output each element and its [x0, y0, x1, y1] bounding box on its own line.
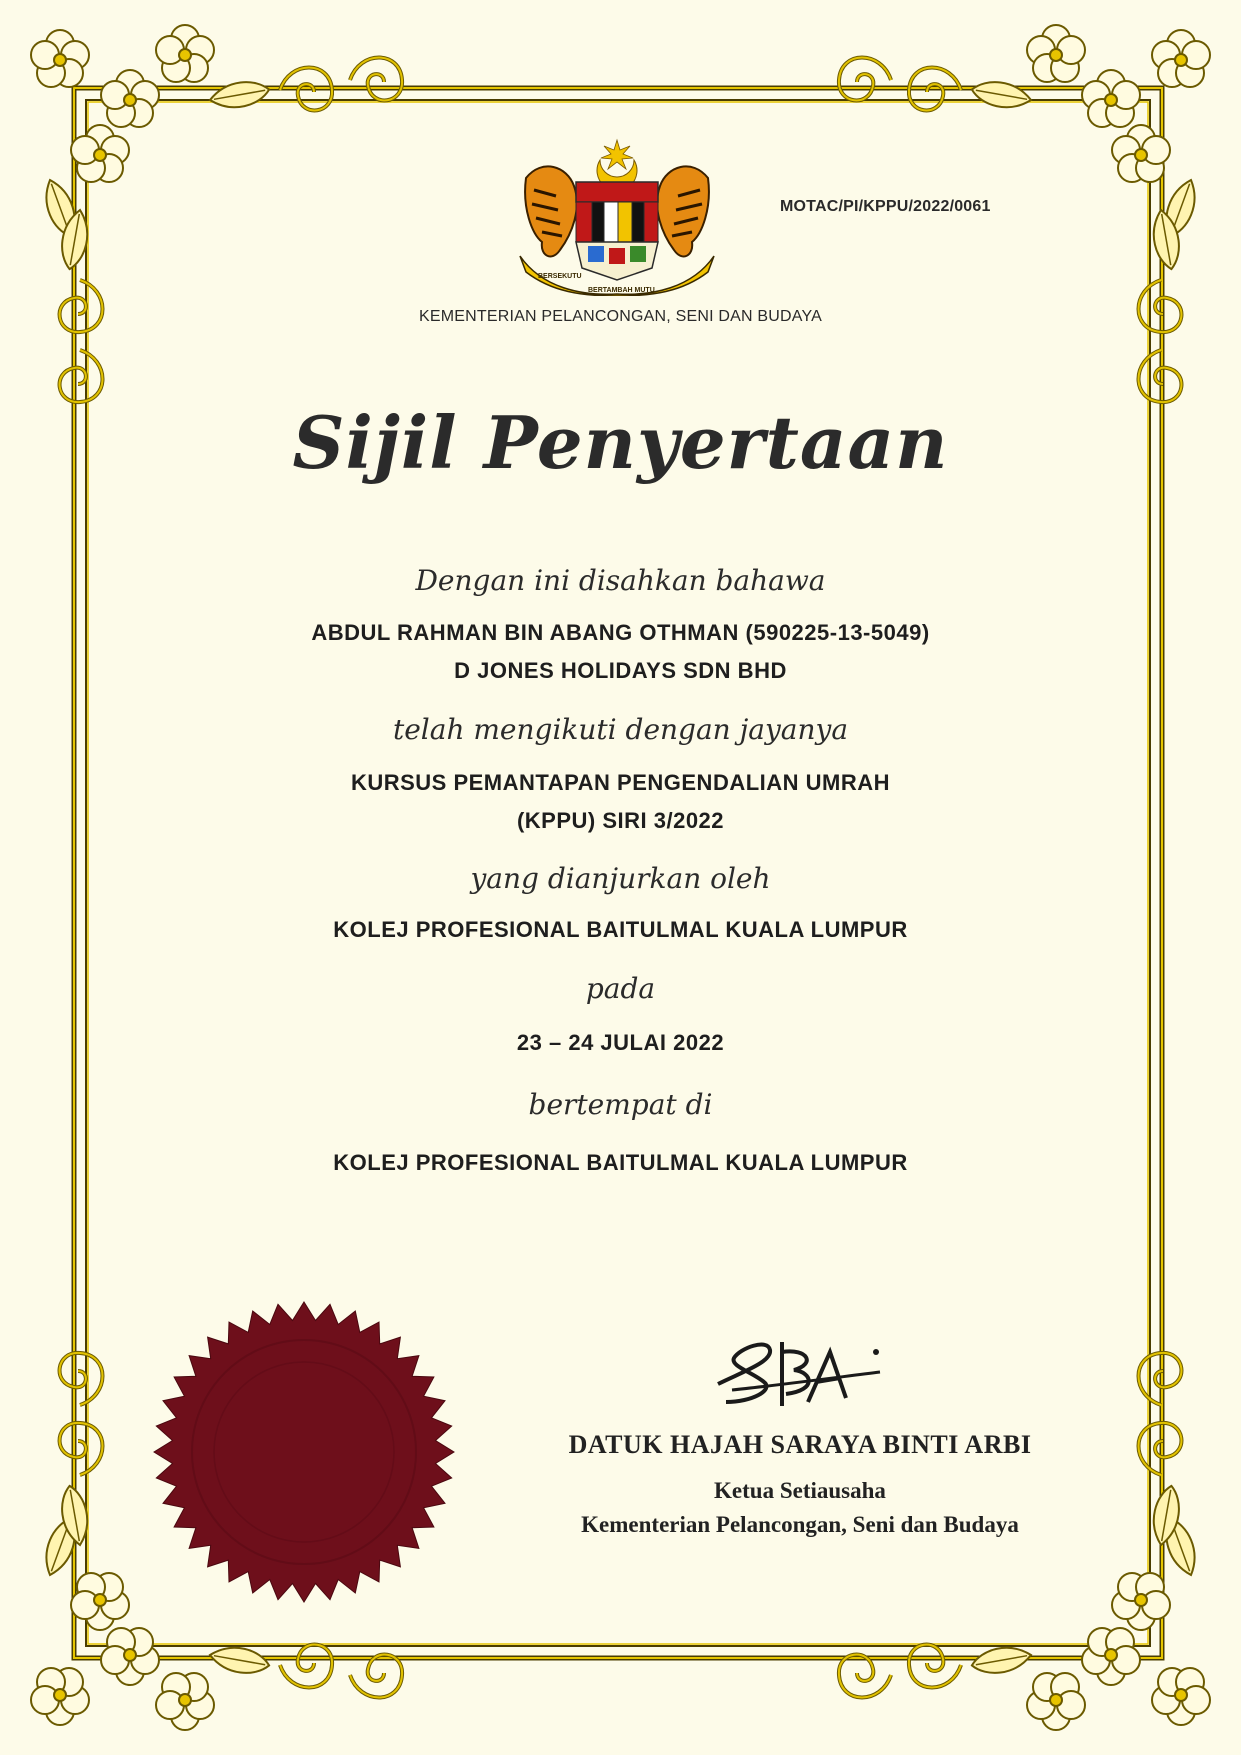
signatory-name: DATUK HAJAH SARAYA BINTI ARBI [568, 1430, 1032, 1459]
crest-motto-bottom: BERTAMBAH MUTU [588, 287, 655, 294]
venue-label-text: bertempat di [528, 1088, 713, 1121]
event-date: 23 – 24 JULAI 2022 [516, 1030, 725, 1055]
certificate-title: Sijil Penyertaan [292, 400, 949, 485]
on-text: pada [585, 972, 656, 1005]
signatory-position: Ketua Setiausaha [714, 1478, 886, 1503]
company-name: D JONES HOLIDAYS SDN BHD [454, 658, 787, 683]
venue-name: KOLEJ PROFESIONAL BAITULMAL KUALA LUMPUR [333, 1150, 908, 1175]
intro-text: Dengan ini disahkan bahawa [415, 564, 826, 597]
signature-mark-icon [712, 1332, 892, 1412]
organized-by-text: yang dianjurkan oleh [470, 862, 771, 895]
red-seal-icon [152, 1300, 456, 1604]
organizer-name: KOLEJ PROFESIONAL BAITULMAL KUALA LUMPUR [333, 917, 908, 942]
signatory-organization: Kementerian Pelancongan, Seni dan Budaya [581, 1512, 1019, 1537]
ministry-name: KEMENTERIAN PELANCONGAN, SENI DAN BUDAYA [418, 308, 823, 325]
reference-number: MOTAC/PI/KPPU/2022/0061 [780, 198, 991, 215]
course-name-line1: KURSUS PEMANTAPAN PENGENDALIAN UMRAH [350, 770, 891, 795]
completed-text: telah mengikuti dengan jayanya [392, 713, 849, 746]
course-name-line2: (KPPU) SIRI 3/2022 [516, 808, 725, 833]
participant-name: ABDUL RAHMAN BIN ABANG OTHMAN (590225-13-5049) [311, 620, 930, 645]
malaysia-coat-of-arms-icon [512, 138, 722, 296]
crest-motto-left: BERSEKUTU [538, 273, 582, 280]
